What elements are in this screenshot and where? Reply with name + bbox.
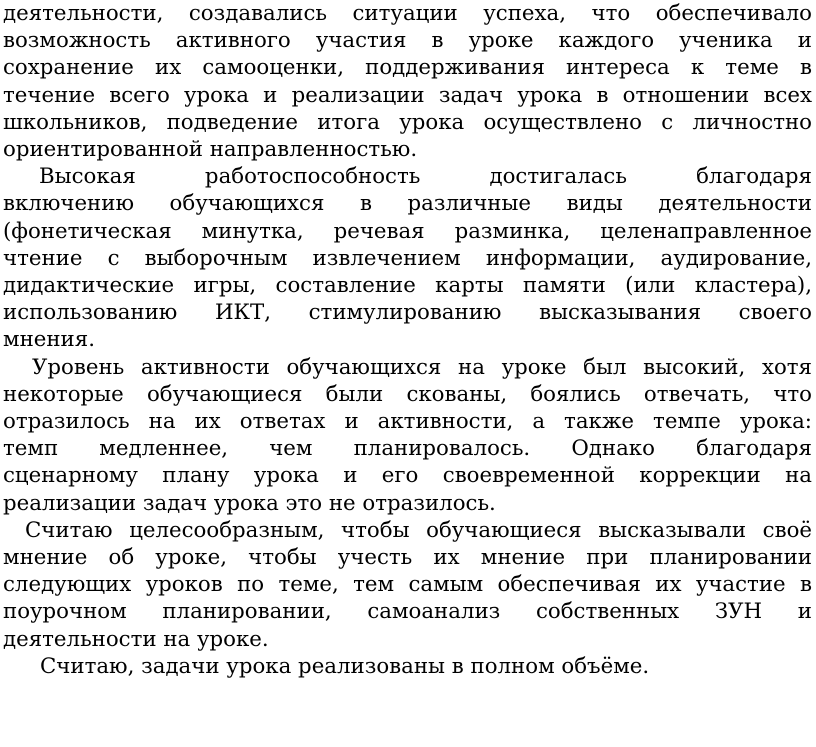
- text-line: Уровень активности обучающихся на уроке был высокий, хотя: [32, 354, 812, 380]
- text-line: сценарному плану урока и его своевременной коррекции на: [3, 463, 812, 489]
- text-line: деятельности на уроке.: [3, 626, 269, 652]
- text-line: возможность активного участия в уроке каждого ученика и: [3, 28, 812, 54]
- text-line: включению обучающихся в различные виды деятельности: [3, 191, 812, 217]
- text-line: Считаю, задачи урока реализованы в полном объёме.: [40, 653, 650, 679]
- text-line: мнение об уроке, чтобы учесть их мнение при планировании: [3, 545, 812, 571]
- text-line: Считаю целесообразным, чтобы обучающиеся высказывали своё: [25, 517, 812, 543]
- text-line: следующих уроков по теме, тем самым обеспечивая их участие в: [3, 572, 812, 598]
- text-line: отразилось на их ответах и активности, а также темпе урока:: [3, 409, 812, 435]
- paragraph-lesson-summary: [3, 0, 812, 163]
- text-line: течение всего урока и реализации задач урока в отношении всех: [3, 82, 812, 108]
- text-line: (фонетическая минутка, речевая разминка, целенаправленное: [3, 218, 812, 244]
- text-line: реализации задач урока это не отразилось.: [3, 490, 496, 516]
- paragraph-activity-level: [3, 354, 812, 517]
- text-line: школьников, подведение итога урока осуществлено с личностно: [3, 109, 812, 135]
- text-line: деятельности, создавались ситуации успеха, что обеспечивало: [3, 1, 812, 26]
- paragraph-work-capacity: [3, 163, 812, 353]
- text-line: некоторые обучающиеся были скованы, боялись отвечать, что: [3, 381, 812, 407]
- text-line: темп медленнее, чем планировалось. Однако благодаря: [3, 436, 812, 462]
- text-line: поурочном планировании, самоанализ собственных ЗУН и: [3, 599, 812, 625]
- text-line: Высокая работоспособность достигалась благодаря: [39, 164, 812, 190]
- text-line: чтение с выборочным извлечением информации, аудирование,: [3, 245, 812, 271]
- text-line: сохранение их самооценки, поддерживания интереса к теме в: [3, 55, 812, 81]
- text-line: использованию ИКТ, стимулированию высказывания своего: [3, 300, 812, 326]
- text-line: дидактические игры, составление карты памяти (или кластера),: [3, 273, 812, 299]
- paragraph-conclusion: [3, 653, 812, 680]
- text-line: мнения.: [3, 327, 95, 353]
- paragraph-student-opinion: [3, 517, 812, 653]
- text-line: ориентированной направленностью.: [3, 137, 418, 163]
